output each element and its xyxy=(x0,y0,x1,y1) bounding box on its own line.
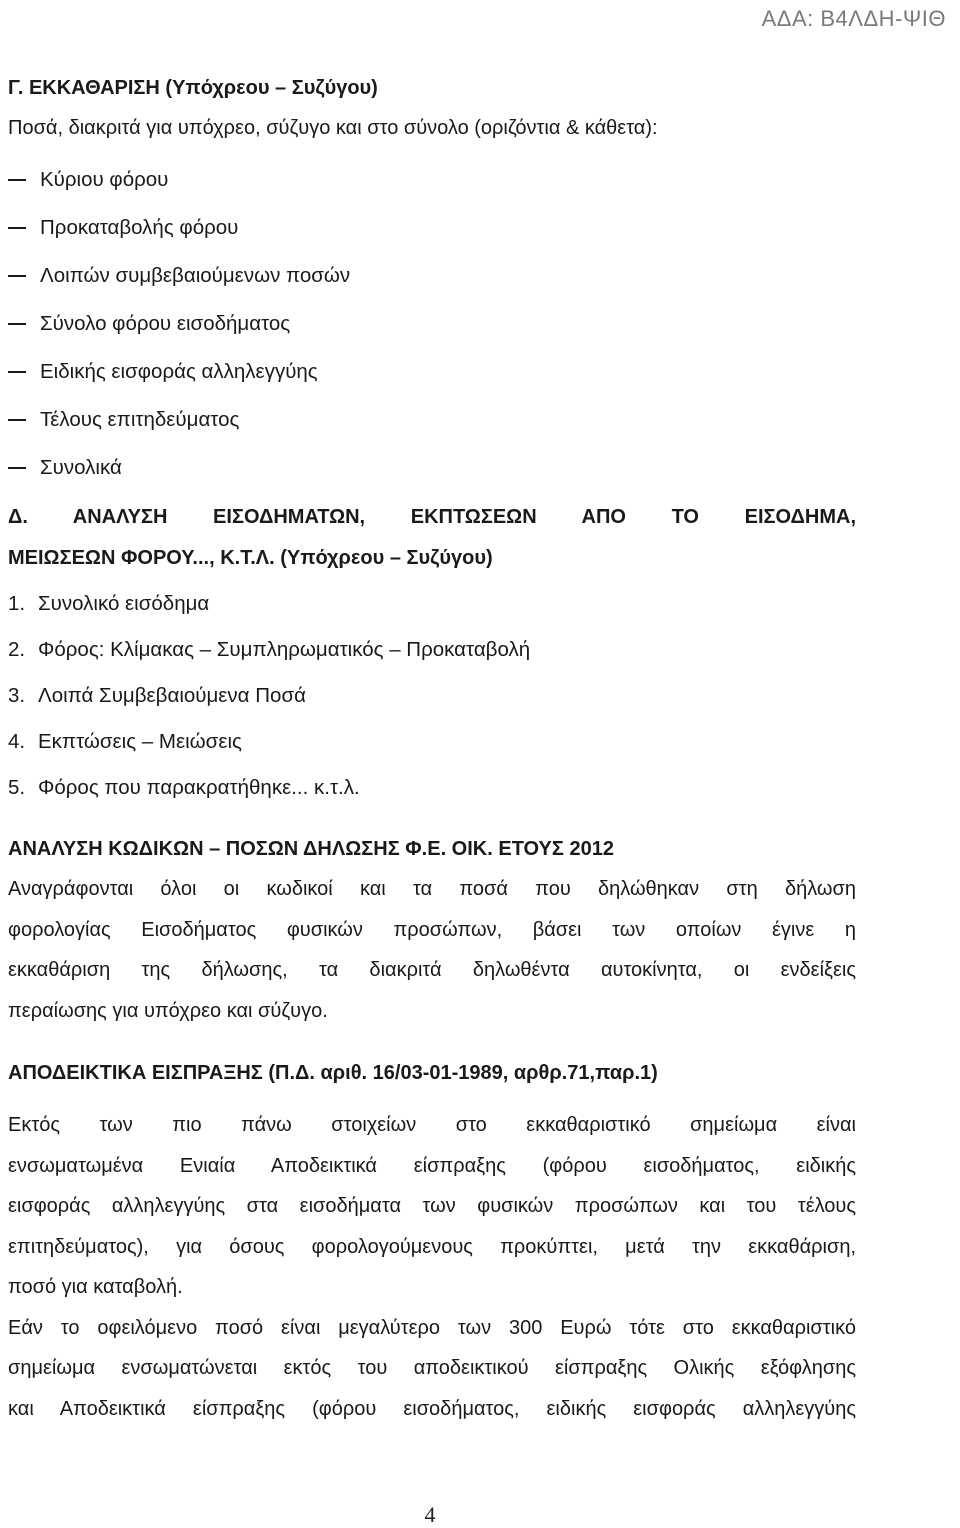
document-body xyxy=(8,68,856,1429)
section-receipt-paragraph-2 xyxy=(8,1308,856,1430)
list-item-number: 2. xyxy=(8,638,26,661)
section-receipt-title: ΑΠΟΔΕΙΚΤΙΚΑ ΕΙΣΠΡΑΞΗΣ (Π.Δ. αριθ. 16/03-01-1989, αρθρ.71,παρ.1) xyxy=(8,1062,658,1084)
list-item xyxy=(8,348,856,396)
paragraph-line: σημείωμα ενσωματώνεται εκτός του αποδεικτικού είσπραξης Ολικής εξόφλησης xyxy=(8,1357,856,1379)
paragraph-line: επιτηδεύματος), για όσους φορολογούμενους προκύπτει, μετά την εκκαθάριση, xyxy=(8,1235,856,1258)
paragraph-line: εισφοράς αλληλεγγύης στα εισοδήματα των φυσικών προσώπων και του τέλους xyxy=(8,1195,856,1217)
paragraph-line: ποσό για καταβολή. xyxy=(8,1276,183,1298)
list-item-text: Προκαταβολής φόρου xyxy=(40,216,239,239)
list-item-text: Συνολικό εισόδημα xyxy=(38,592,210,615)
section-d-title-line1: Δ. ΑΝΑΛΥΣΗ ΕΙΣΟΔΗΜΑΤΩΝ, ΕΚΠΤΩΣΕΩΝ ΑΠΟ ΤΟ ΕΙΣΟΔΗΜΑ, xyxy=(8,506,856,528)
dash-bullet-icon xyxy=(8,371,26,373)
page-number: 4 xyxy=(424,1502,436,1527)
section-c-list xyxy=(8,156,856,492)
section-d-title xyxy=(8,497,856,579)
list-item-number: 5. xyxy=(8,776,26,799)
paragraph-line: εκκαθάριση της δήλωσης, τα διακριτά δηλωθέντα αυτοκίνητα, οι ενδείξεις xyxy=(8,959,856,981)
list-item xyxy=(8,719,856,765)
section-c-intro: Ποσά, διακριτά για υπόχρεο, σύζυγο και στο σύνολο (οριζόντια & κάθετα): xyxy=(8,117,658,139)
list-item-text: Συνολικά xyxy=(40,456,122,479)
list-item xyxy=(8,396,856,444)
list-item xyxy=(8,204,856,252)
list-item xyxy=(8,581,856,627)
list-item-text: Τέλους επιτηδεύματος xyxy=(40,408,240,431)
paragraph-line: και Αποδεικτικά είσπραξης (φόρου εισοδήματος, ειδικής εισφοράς αλληλεγγύης xyxy=(8,1397,856,1420)
list-item-text: Φόρος: Κλίμακας – Συμπληρωματικός – Προκαταβολή xyxy=(38,638,531,661)
paragraph-line: Εκτός των πιο πάνω στοιχείων στο εκκαθαριστικό σημείωμα είναι xyxy=(8,1114,856,1136)
list-item xyxy=(8,300,856,348)
paragraph-line: περαίωσης για υπόχρεο και σύζυγο. xyxy=(8,999,328,1022)
list-item-number: 4. xyxy=(8,730,26,753)
section-d-title-line2: ΜΕΙΩΣΕΩΝ ΦΟΡΟΥ..., Κ.Τ.Λ. (Υπόχρεου – Συζύγου) xyxy=(8,547,493,569)
section-d-list xyxy=(8,581,856,811)
list-item-text: Εκπτώσεις – Μειώσεις xyxy=(38,730,242,753)
paragraph-line: Αναγράφονται όλοι οι κωδικοί και τα ποσά που δηλώθηκαν στη δήλωση xyxy=(8,878,856,900)
list-item-text: Σύνολο φόρου εισοδήματος xyxy=(40,312,291,335)
list-item-text: Φόρος που παρακρατήθηκε... κ.τ.λ. xyxy=(38,776,360,799)
list-item xyxy=(8,765,856,811)
paragraph-line: φορολογίας Εισοδήματος φυσικών προσώπων, βάσει των οποίων έγινε η xyxy=(8,918,856,941)
dash-bullet-icon xyxy=(8,275,26,277)
list-item xyxy=(8,673,856,719)
dash-bullet-icon xyxy=(8,227,26,229)
section-c-title: Γ. ΕΚΚΑΘΑΡΙΣΗ (Υπόχρεου – Συζύγου) xyxy=(8,77,378,99)
section-codes-paragraph xyxy=(8,869,856,1031)
section-receipt-paragraph xyxy=(8,1105,856,1308)
list-item-number: 3. xyxy=(8,684,26,707)
list-item xyxy=(8,252,856,300)
ada-code: ΑΔΑ: Β4ΛΔΗ-ΨΙΘ xyxy=(761,6,946,31)
list-item xyxy=(8,444,856,492)
dash-bullet-icon xyxy=(8,419,26,421)
list-item xyxy=(8,627,856,673)
list-item-text: Ειδικής εισφοράς αλληλεγγύης xyxy=(40,360,318,383)
list-item-number: 1. xyxy=(8,592,26,615)
list-item xyxy=(8,156,856,204)
paragraph-line: Εάν το οφειλόμενο ποσό είναι μεγαλύτερο των 300 Ευρώ τότε στο εκκαθαριστικό xyxy=(8,1316,856,1339)
list-item-text: Λοιπών συμβεβαιούμενων ποσών xyxy=(40,264,351,287)
dash-bullet-icon xyxy=(8,323,26,325)
section-codes-title: ΑΝΑΛΥΣΗ ΚΩΔΙΚΩΝ – ΠΟΣΩΝ ΔΗΛΩΣΗΣ Φ.Ε. ΟΙΚ. ΕΤΟΥΣ 2012 xyxy=(8,838,614,860)
paragraph-line: ενσωματωμένα Ενιαία Αποδεικτικά είσπραξης (φόρου εισοδήματος, ειδικής xyxy=(8,1154,856,1177)
dash-bullet-icon xyxy=(8,467,26,469)
list-item-text: Κύριου φόρου xyxy=(40,168,169,191)
dash-bullet-icon xyxy=(8,179,26,181)
list-item-text: Λοιπά Συμβεβαιούμενα Ποσά xyxy=(38,684,306,707)
